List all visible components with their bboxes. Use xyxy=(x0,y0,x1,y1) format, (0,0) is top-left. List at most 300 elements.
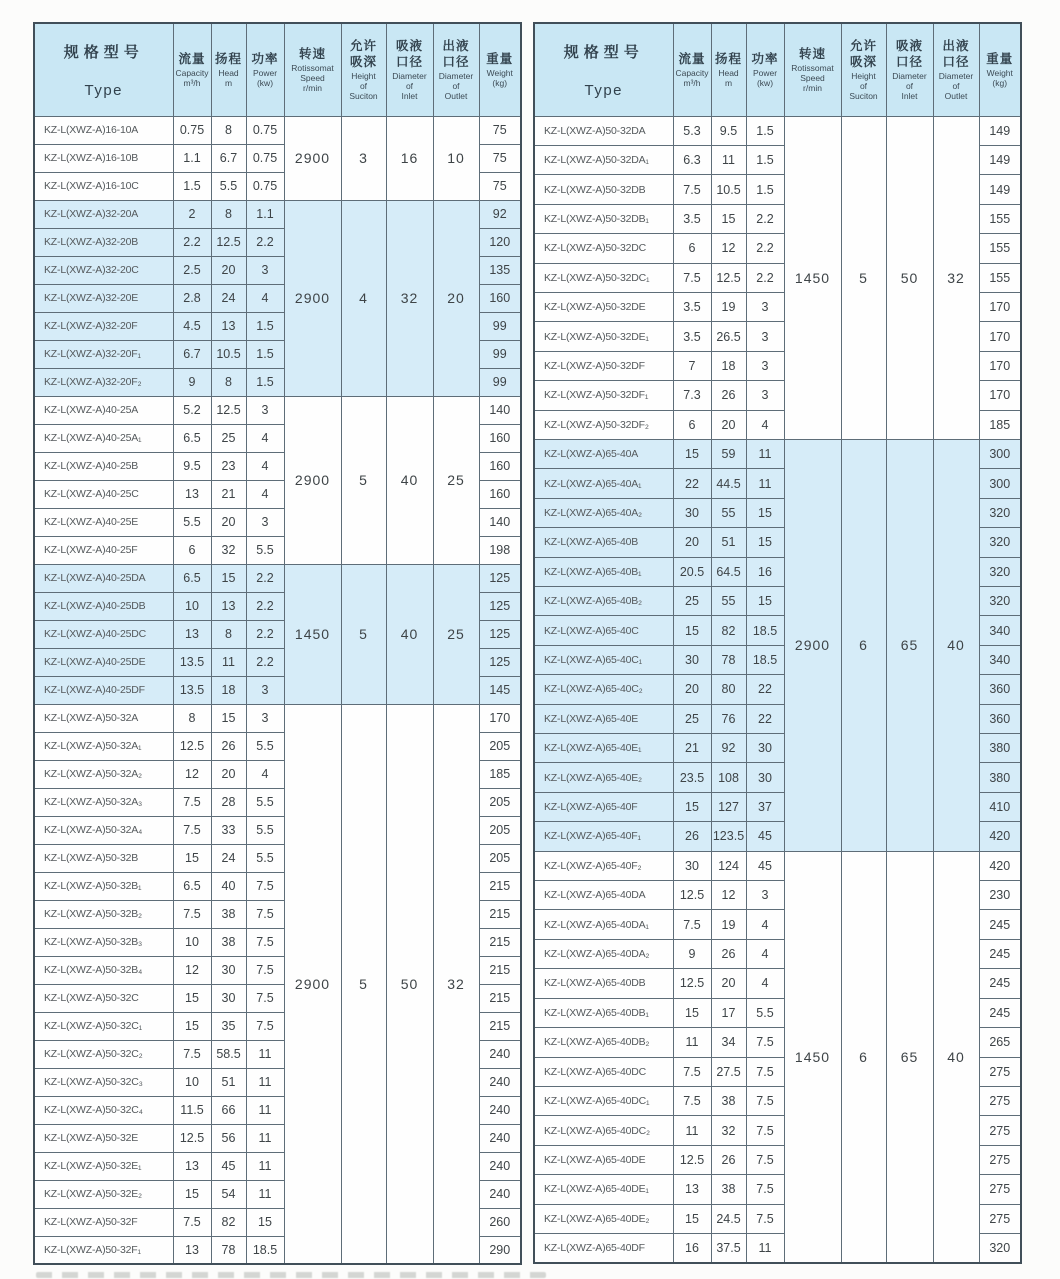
table-row xyxy=(34,704,521,732)
head-cell: 51 xyxy=(711,528,746,557)
head-cell: 78 xyxy=(711,645,746,674)
weight-cell: 230 xyxy=(979,881,1021,910)
header-line: 扬程 xyxy=(214,52,242,67)
head-cell: 15 xyxy=(211,704,246,732)
type-cell: KZ-L(XWZ-A)65-40E₂ xyxy=(534,763,673,792)
power-cell: 7.5 xyxy=(746,1057,784,1086)
head-cell: 33 xyxy=(211,816,246,844)
weight-cell: 149 xyxy=(979,145,1021,174)
head-cell: 66 xyxy=(211,1096,246,1124)
power-cell: 11 xyxy=(746,1233,784,1263)
capacity-cell: 9.5 xyxy=(173,452,211,480)
head-cell: 30 xyxy=(211,984,246,1012)
capacity-cell: 11 xyxy=(673,1116,711,1145)
power-cell: 2.2 xyxy=(246,592,284,620)
header-line: Power xyxy=(252,67,278,78)
capacity-cell: 7 xyxy=(673,351,711,380)
power-cell: 5.5 xyxy=(746,998,784,1027)
weight-cell: 245 xyxy=(979,998,1021,1027)
header-line: Rotissomat xyxy=(291,62,334,73)
power-cell: 3 xyxy=(746,322,784,351)
power-cell: 7.5 xyxy=(246,956,284,984)
type-cell: KZ-L(XWZ-A)50-32C xyxy=(34,984,173,1012)
type-cell: KZ-L(XWZ-A)32-20F₁ xyxy=(34,340,173,368)
power-cell: 3 xyxy=(746,381,784,410)
weight-cell: 92 xyxy=(479,200,521,228)
table-row xyxy=(534,439,1021,468)
type-cell: KZ-L(XWZ-A)65-40F₂ xyxy=(534,851,673,880)
head-cell: 54 xyxy=(211,1180,246,1208)
header-line: 口径 xyxy=(442,55,470,70)
weight-cell: 75 xyxy=(479,116,521,144)
capacity-cell: 21 xyxy=(673,734,711,763)
power-cell: 22 xyxy=(746,704,784,733)
head-cell: 44.5 xyxy=(711,469,746,498)
table-row xyxy=(34,200,521,228)
type-cell: KZ-L(XWZ-A)65-40DE xyxy=(534,1145,673,1174)
suction-cell: 5 xyxy=(341,396,386,564)
type-cell: KZ-L(XWZ-A)50-32DE xyxy=(534,292,673,321)
type-header-cn: 规格型号 xyxy=(563,43,644,61)
head-cell: 127 xyxy=(711,792,746,821)
suction-cell: 4 xyxy=(341,200,386,396)
head-cell: 9.5 xyxy=(711,116,746,145)
header-line: (kg) xyxy=(492,77,508,88)
suction-cell: 6 xyxy=(841,439,886,851)
head-cell: 20 xyxy=(211,508,246,536)
capacity-cell: 4.5 xyxy=(173,312,211,340)
power-cell: 7.5 xyxy=(246,928,284,956)
head-cell: 25 xyxy=(211,424,246,452)
type-cell: KZ-L(XWZ-A)32-20E xyxy=(34,284,173,312)
capacity-cell: 12.5 xyxy=(673,969,711,998)
weight-cell: 135 xyxy=(479,256,521,284)
weight-cell: 215 xyxy=(479,1012,521,1040)
power-cell: 7.5 xyxy=(746,1116,784,1145)
power-cell: 16 xyxy=(746,557,784,586)
header-line: Suciton xyxy=(349,91,378,102)
head-cell: 35 xyxy=(211,1012,246,1040)
type-cell: KZ-L(XWZ-A)50-32DC xyxy=(534,234,673,263)
capacity-cell: 13 xyxy=(173,1152,211,1180)
weight-cell: 300 xyxy=(979,439,1021,468)
inlet-cell: 16 xyxy=(386,116,433,200)
capacity-cell: 11.5 xyxy=(173,1096,211,1124)
power-cell: 3 xyxy=(246,256,284,284)
type-cell: KZ-L(XWZ-A)40-25B xyxy=(34,452,173,480)
column-header-outlet xyxy=(933,23,979,116)
power-cell: 3 xyxy=(246,508,284,536)
head-cell: 21 xyxy=(211,480,246,508)
capacity-cell: 6.7 xyxy=(173,340,211,368)
type-cell: KZ-L(XWZ-A)40-25F xyxy=(34,536,173,564)
weight-cell: 155 xyxy=(979,234,1021,263)
table-row xyxy=(534,851,1021,880)
capacity-cell: 15 xyxy=(673,998,711,1027)
type-cell: KZ-L(XWZ-A)50-32A xyxy=(34,704,173,732)
capacity-cell: 2.5 xyxy=(173,256,211,284)
type-cell: KZ-L(XWZ-A)65-40E xyxy=(534,704,673,733)
head-cell: 18 xyxy=(211,676,246,704)
head-cell: 11 xyxy=(711,145,746,174)
capacity-cell: 15 xyxy=(173,1012,211,1040)
type-cell: KZ-L(XWZ-A)50-32DE₁ xyxy=(534,322,673,351)
capacity-cell: 12.5 xyxy=(673,881,711,910)
header-line: Weight xyxy=(486,67,513,78)
weight-cell: 275 xyxy=(979,1057,1021,1086)
weight-cell: 360 xyxy=(979,704,1021,733)
weight-cell: 275 xyxy=(979,1116,1021,1145)
type-cell: KZ-L(XWZ-A)32-20F₂ xyxy=(34,368,173,396)
head-cell: 12.5 xyxy=(211,228,246,256)
power-cell: 1.5 xyxy=(746,145,784,174)
head-cell: 12 xyxy=(711,881,746,910)
head-cell: 15 xyxy=(211,564,246,592)
power-cell: 45 xyxy=(746,822,784,851)
header-line: 转速 xyxy=(298,47,326,62)
head-cell: 82 xyxy=(211,1208,246,1236)
head-cell: 5.5 xyxy=(211,172,246,200)
header-line: Diameter xyxy=(938,70,974,81)
capacity-cell: 1.5 xyxy=(173,172,211,200)
weight-cell: 75 xyxy=(479,172,521,200)
header-line: Suciton xyxy=(849,91,878,102)
type-cell: KZ-L(XWZ-A)65-40F xyxy=(534,792,673,821)
power-cell: 4 xyxy=(246,480,284,508)
type-cell: KZ-L(XWZ-A)65-40A₂ xyxy=(534,498,673,527)
type-cell: KZ-L(XWZ-A)65-40DE₁ xyxy=(534,1175,673,1204)
type-cell: KZ-L(XWZ-A)65-40F₁ xyxy=(534,822,673,851)
weight-cell: 320 xyxy=(979,587,1021,616)
power-cell: 5.5 xyxy=(246,536,284,564)
head-cell: 6.7 xyxy=(211,144,246,172)
inlet-cell: 65 xyxy=(886,439,933,851)
type-cell: KZ-L(XWZ-A)65-40C₁ xyxy=(534,645,673,674)
weight-cell: 215 xyxy=(479,956,521,984)
head-cell: 13 xyxy=(211,312,246,340)
weight-cell: 120 xyxy=(479,228,521,256)
type-cell: KZ-L(XWZ-A)65-40DE₂ xyxy=(534,1204,673,1233)
type-cell: KZ-L(XWZ-A)40-25E xyxy=(34,508,173,536)
capacity-cell: 7.5 xyxy=(673,1057,711,1086)
power-cell: 7.5 xyxy=(246,984,284,1012)
weight-cell: 160 xyxy=(479,452,521,480)
header-line: 允许 xyxy=(349,39,377,54)
header-line: Outlet xyxy=(444,91,468,102)
weight-cell: 320 xyxy=(979,528,1021,557)
head-cell: 26 xyxy=(711,1145,746,1174)
type-cell: KZ-L(XWZ-A)50-32DC₁ xyxy=(534,263,673,292)
type-cell: KZ-L(XWZ-A)40-25DE xyxy=(34,648,173,676)
outlet-cell: 20 xyxy=(433,200,479,396)
weight-cell: 215 xyxy=(479,872,521,900)
capacity-cell: 6.5 xyxy=(173,564,211,592)
header-line: of xyxy=(905,80,914,91)
head-cell: 19 xyxy=(711,292,746,321)
suction-cell: 5 xyxy=(341,564,386,704)
type-cell: KZ-L(XWZ-A)50-32C₂ xyxy=(34,1040,173,1068)
capacity-cell: 2.2 xyxy=(173,228,211,256)
header-line: of xyxy=(859,80,868,91)
header-line: 功率 xyxy=(251,52,279,67)
capacity-cell: 30 xyxy=(673,498,711,527)
column-header-speed xyxy=(284,23,341,116)
capacity-cell: 9 xyxy=(673,939,711,968)
outlet-cell: 32 xyxy=(433,704,479,1264)
power-cell: 7.5 xyxy=(246,1012,284,1040)
power-cell: 7.5 xyxy=(246,872,284,900)
header-line: of xyxy=(952,80,960,91)
weight-cell: 160 xyxy=(479,424,521,452)
weight-cell: 145 xyxy=(479,676,521,704)
column-header-suction xyxy=(841,23,886,116)
power-cell: 15 xyxy=(746,528,784,557)
header-line: Height xyxy=(851,70,876,81)
column-header-head xyxy=(711,23,746,116)
weight-cell: 275 xyxy=(979,1086,1021,1115)
capacity-cell: 10 xyxy=(173,1068,211,1096)
type-cell: KZ-L(XWZ-A)16-10B xyxy=(34,144,173,172)
header-line: of xyxy=(359,80,368,91)
type-cell: KZ-L(XWZ-A)65-40DB₂ xyxy=(534,1028,673,1057)
weight-cell: 240 xyxy=(479,1124,521,1152)
header-line: Diameter xyxy=(392,70,427,81)
type-cell: KZ-L(XWZ-A)65-40A₁ xyxy=(534,469,673,498)
head-cell: 26 xyxy=(711,381,746,410)
capacity-cell: 7.5 xyxy=(673,175,711,204)
power-cell: 1.5 xyxy=(246,368,284,396)
capacity-cell: 13.5 xyxy=(173,676,211,704)
inlet-cell: 32 xyxy=(386,200,433,396)
column-header-capacity xyxy=(673,23,711,116)
header-line: 口径 xyxy=(942,55,970,70)
power-cell: 7.5 xyxy=(746,1204,784,1233)
power-cell: 7.5 xyxy=(246,900,284,928)
capacity-cell: 15 xyxy=(673,616,711,645)
type-cell: KZ-L(XWZ-A)50-32F xyxy=(34,1208,173,1236)
capacity-cell: 30 xyxy=(673,851,711,880)
type-cell: KZ-L(XWZ-A)50-32C₄ xyxy=(34,1096,173,1124)
head-cell: 32 xyxy=(211,536,246,564)
head-cell: 45 xyxy=(211,1152,246,1180)
capacity-cell: 3.5 xyxy=(673,204,711,233)
weight-cell: 155 xyxy=(979,204,1021,233)
power-cell: 0.75 xyxy=(246,144,284,172)
power-cell: 18.5 xyxy=(246,1236,284,1264)
weight-cell: 185 xyxy=(479,760,521,788)
head-cell: 12.5 xyxy=(711,263,746,292)
power-cell: 18.5 xyxy=(746,645,784,674)
type-cell: KZ-L(XWZ-A)50-32DF₂ xyxy=(534,410,673,439)
power-cell: 45 xyxy=(746,851,784,880)
weight-cell: 125 xyxy=(479,620,521,648)
power-cell: 11 xyxy=(246,1180,284,1208)
capacity-cell: 13 xyxy=(173,620,211,648)
header-row xyxy=(534,23,1021,116)
type-cell: KZ-L(XWZ-A)65-40DC₁ xyxy=(534,1086,673,1115)
power-cell: 7.5 xyxy=(746,1145,784,1174)
head-cell: 30 xyxy=(211,956,246,984)
head-cell: 37.5 xyxy=(711,1233,746,1263)
header-line: 功率 xyxy=(751,52,779,67)
power-cell: 2.2 xyxy=(246,228,284,256)
power-cell: 5.5 xyxy=(246,788,284,816)
power-cell: 3 xyxy=(246,396,284,424)
power-cell: 3 xyxy=(246,676,284,704)
capacity-cell: 16 xyxy=(673,1233,711,1263)
capacity-cell: 6 xyxy=(673,234,711,263)
header-line: of xyxy=(452,80,460,91)
column-header-inlet xyxy=(386,23,433,116)
weight-cell: 240 xyxy=(479,1152,521,1180)
speed-cell: 2900 xyxy=(284,704,341,1264)
type-cell: KZ-L(XWZ-A)40-25DB xyxy=(34,592,173,620)
suction-cell: 3 xyxy=(341,116,386,200)
table-row xyxy=(34,116,521,144)
speed-cell: 2900 xyxy=(284,116,341,200)
weight-cell: 240 xyxy=(479,1068,521,1096)
capacity-cell: 12.5 xyxy=(173,732,211,760)
head-cell: 124 xyxy=(711,851,746,880)
type-cell: KZ-L(XWZ-A)32-20C xyxy=(34,256,173,284)
power-cell: 4 xyxy=(746,410,784,439)
capacity-cell: 25 xyxy=(673,587,711,616)
header-line: Outlet xyxy=(944,91,968,102)
power-cell: 3 xyxy=(746,351,784,380)
weight-cell: 245 xyxy=(979,910,1021,939)
outlet-cell: 40 xyxy=(933,851,979,1263)
weight-cell: 320 xyxy=(979,1233,1021,1263)
head-cell: 55 xyxy=(711,587,746,616)
power-cell: 7.5 xyxy=(746,1028,784,1057)
header-line: 吸深 xyxy=(349,55,377,70)
column-header-outlet xyxy=(433,23,479,116)
header-line: Height xyxy=(351,70,376,81)
power-cell: 0.75 xyxy=(246,172,284,200)
weight-cell: 260 xyxy=(479,1208,521,1236)
capacity-cell: 10 xyxy=(173,928,211,956)
outlet-cell: 25 xyxy=(433,564,479,704)
type-cell: KZ-L(XWZ-A)50-32B₁ xyxy=(34,872,173,900)
type-cell: KZ-L(XWZ-A)50-32B₂ xyxy=(34,900,173,928)
header-line: Inlet xyxy=(901,91,918,102)
speed-cell: 2900 xyxy=(284,396,341,564)
head-cell: 76 xyxy=(711,704,746,733)
header-line: 流量 xyxy=(678,52,706,67)
head-cell: 8 xyxy=(211,368,246,396)
head-cell: 38 xyxy=(711,1175,746,1204)
weight-cell: 170 xyxy=(979,381,1021,410)
speed-cell: 2900 xyxy=(284,200,341,396)
weight-cell: 99 xyxy=(479,340,521,368)
type-cell: KZ-L(XWZ-A)65-40DA₂ xyxy=(534,939,673,968)
head-cell: 51 xyxy=(211,1068,246,1096)
column-header-weight xyxy=(979,23,1021,116)
header-line: Inlet xyxy=(401,91,418,102)
capacity-cell: 30 xyxy=(673,645,711,674)
suction-cell: 6 xyxy=(841,851,886,1263)
type-cell: KZ-L(XWZ-A)65-40C xyxy=(534,616,673,645)
power-cell: 2.2 xyxy=(246,648,284,676)
weight-cell: 125 xyxy=(479,564,521,592)
weight-cell: 245 xyxy=(979,939,1021,968)
power-cell: 1.1 xyxy=(246,200,284,228)
type-cell: KZ-L(XWZ-A)50-32A₁ xyxy=(34,732,173,760)
speed-cell: 1450 xyxy=(784,116,841,439)
type-cell: KZ-L(XWZ-A)40-25C xyxy=(34,480,173,508)
power-cell: 11 xyxy=(246,1040,284,1068)
header-line: 出液 xyxy=(442,39,470,54)
header-line: Weight xyxy=(986,67,1013,78)
weight-cell: 215 xyxy=(479,984,521,1012)
type-cell: KZ-L(XWZ-A)65-40DB₁ xyxy=(534,998,673,1027)
speed-cell: 1450 xyxy=(784,851,841,1263)
header-line: 扬程 xyxy=(714,52,742,67)
header-line: Capacity xyxy=(175,67,209,78)
type-cell: KZ-L(XWZ-A)65-40C₂ xyxy=(534,675,673,704)
head-cell: 26 xyxy=(711,939,746,968)
head-cell: 59 xyxy=(711,439,746,468)
capacity-cell: 9 xyxy=(173,368,211,396)
capacity-cell: 15 xyxy=(673,1204,711,1233)
capacity-cell: 26 xyxy=(673,822,711,851)
header-line: 口径 xyxy=(395,55,423,70)
header-line: Diameter xyxy=(438,70,474,81)
header-line: m xyxy=(724,77,733,88)
weight-cell: 170 xyxy=(479,704,521,732)
capacity-cell: 7.5 xyxy=(673,910,711,939)
capacity-cell: 20 xyxy=(673,528,711,557)
header-line: Diameter xyxy=(892,70,927,81)
power-cell: 4 xyxy=(246,452,284,480)
power-cell: 2.2 xyxy=(246,564,284,592)
capacity-cell: 12.5 xyxy=(673,1145,711,1174)
head-cell: 15 xyxy=(711,204,746,233)
capacity-cell: 6 xyxy=(173,536,211,564)
capacity-cell: 0.75 xyxy=(173,116,211,144)
weight-cell: 320 xyxy=(979,557,1021,586)
head-cell: 38 xyxy=(211,928,246,956)
capacity-cell: 7.5 xyxy=(673,263,711,292)
type-cell: KZ-L(XWZ-A)65-40DC₂ xyxy=(534,1116,673,1145)
capacity-cell: 1.1 xyxy=(173,144,211,172)
suction-cell: 5 xyxy=(341,704,386,1264)
weight-cell: 75 xyxy=(479,144,521,172)
capacity-cell: 15 xyxy=(173,984,211,1012)
head-cell: 12 xyxy=(711,234,746,263)
header-line: 出液 xyxy=(942,39,970,54)
capacity-cell: 20.5 xyxy=(673,557,711,586)
power-cell: 30 xyxy=(746,763,784,792)
column-header-capacity xyxy=(173,23,211,116)
type-cell: KZ-L(XWZ-A)65-40B xyxy=(534,528,673,557)
capacity-cell: 15 xyxy=(173,1180,211,1208)
type-cell: KZ-L(XWZ-A)40-25DC xyxy=(34,620,173,648)
power-cell: 4 xyxy=(246,424,284,452)
power-cell: 11 xyxy=(746,439,784,468)
capacity-cell: 15 xyxy=(673,792,711,821)
type-cell: KZ-L(XWZ-A)40-25DA xyxy=(34,564,173,592)
cutoff-text-hint xyxy=(36,1272,546,1278)
weight-cell: 170 xyxy=(979,351,1021,380)
power-cell: 30 xyxy=(746,734,784,763)
head-cell: 13 xyxy=(211,592,246,620)
header-line: m xyxy=(224,77,233,88)
head-cell: 26.5 xyxy=(711,322,746,351)
weight-cell: 380 xyxy=(979,734,1021,763)
header-line: 流量 xyxy=(178,52,206,67)
capacity-cell: 20 xyxy=(673,675,711,704)
